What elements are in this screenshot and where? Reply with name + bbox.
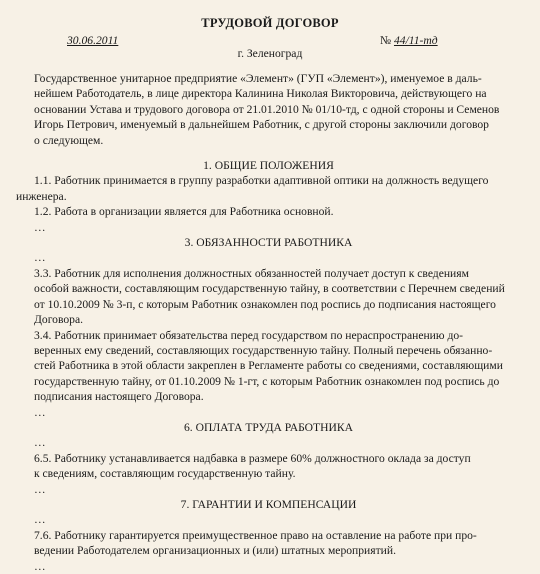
ellipsis: … — [34, 559, 46, 573]
clause-line: к сведениям, составляющим государственную тайну. — [34, 467, 296, 481]
clause-line: государственную тайну, от 01.10.2009 № 1-гт, с которым Работник ознакомлен под роспись до — [34, 374, 500, 388]
clause-line: особой важности, составляющим государственную тайну, в соответствии с Перечнем сведений — [34, 282, 505, 296]
section-heading-guarantees: 7. ГАРАНТИИ И КОМПЕНСАЦИИ — [180, 497, 357, 511]
clause-3-4 — [16, 328, 521, 405]
clause-line: 6.5. Работнику устанавливается надбавка в размере 60% должностного оклада за доступ — [34, 451, 471, 465]
clause-line: подписания настоящего Договора. — [34, 390, 204, 404]
preamble-line: Государственное унитарное предприятие «Элемент» (ГУП «Элемент»), именуемое в даль- — [34, 72, 482, 85]
preamble — [16, 71, 521, 148]
contract-date: 30.06.2011 — [67, 34, 119, 47]
section-heading-general: 1. ОБЩИЕ ПОЛОЖЕНИЯ — [203, 159, 334, 173]
clause-line: 7.6. Работнику гарантируется преимущественное право на оставление на работе при про- — [34, 528, 477, 542]
clause-line: веренных ему сведений, составляющих государственную тайну. Полный перечень обязанно- — [34, 343, 493, 357]
clause-line: 3.3. Работник для исполнения должностных обязанностей получает доступ к сведениям — [34, 266, 469, 280]
section-heading-duties: 3. ОБЯЗАННОСТИ РАБОТНИКА — [184, 236, 353, 250]
clause-3-3 — [16, 266, 521, 328]
number-value: 44/11-тд — [393, 34, 438, 47]
clause-line: инженера. — [16, 189, 67, 203]
clause-line: стей Работника в этой области закреплен в Регламенте работы со сведениями, составляющими — [34, 359, 503, 373]
preamble-line: о следующем. — [34, 133, 104, 147]
clause-1-2 — [16, 204, 521, 219]
clause-line: 3.4. Работник принимает обязательства перед государством по нераспространению до- — [34, 328, 463, 342]
preamble-line: нейшем Работодатель, в лице директора Калинина Николая Викторовича, действующего на — [34, 87, 487, 101]
clause-1-1 — [16, 173, 521, 204]
clause-line: 1.2. Работа в организации является для Работника основной. — [34, 205, 334, 219]
clause-6-5 — [16, 451, 521, 482]
ellipsis: … — [34, 220, 46, 234]
contract-city: г. Зеленоград — [237, 47, 303, 60]
document-body — [16, 71, 521, 574]
clause-7-6 — [16, 528, 521, 559]
ellipsis: … — [34, 482, 46, 496]
clause-line: Договора. — [34, 313, 84, 327]
preamble-line: Игорь Петрович, именуемый в дальнейшем Работник, с другой стороны заключили договор — [34, 118, 489, 132]
clause-line: 1.1. Работник принимается в группу разработки адаптивной оптики на должность ведущего — [34, 174, 489, 188]
preamble-line: основании Устава и трудового договора от 21.01.2010 № 01/10-тд, с одной стороны и Семенов — [34, 102, 500, 116]
ellipsis: … — [34, 513, 46, 527]
ellipsis: … — [34, 251, 46, 265]
clause-line: от 10.10.2009 № 3-п, с которым Работник ознакомлен под роспись до подписания настоящего — [34, 297, 496, 311]
ellipsis: … — [34, 405, 46, 419]
document-title: ТРУДОВОЙ ДОГОВОР — [201, 16, 339, 30]
section-heading-payment: 6. ОПЛАТА ТРУДА РАБОТНИКА — [183, 420, 353, 434]
ellipsis: … — [34, 436, 46, 450]
number-sign: № — [380, 34, 392, 47]
clause-line: ведении Работодателем организационных и (или) штатных мероприятий. — [34, 544, 396, 558]
